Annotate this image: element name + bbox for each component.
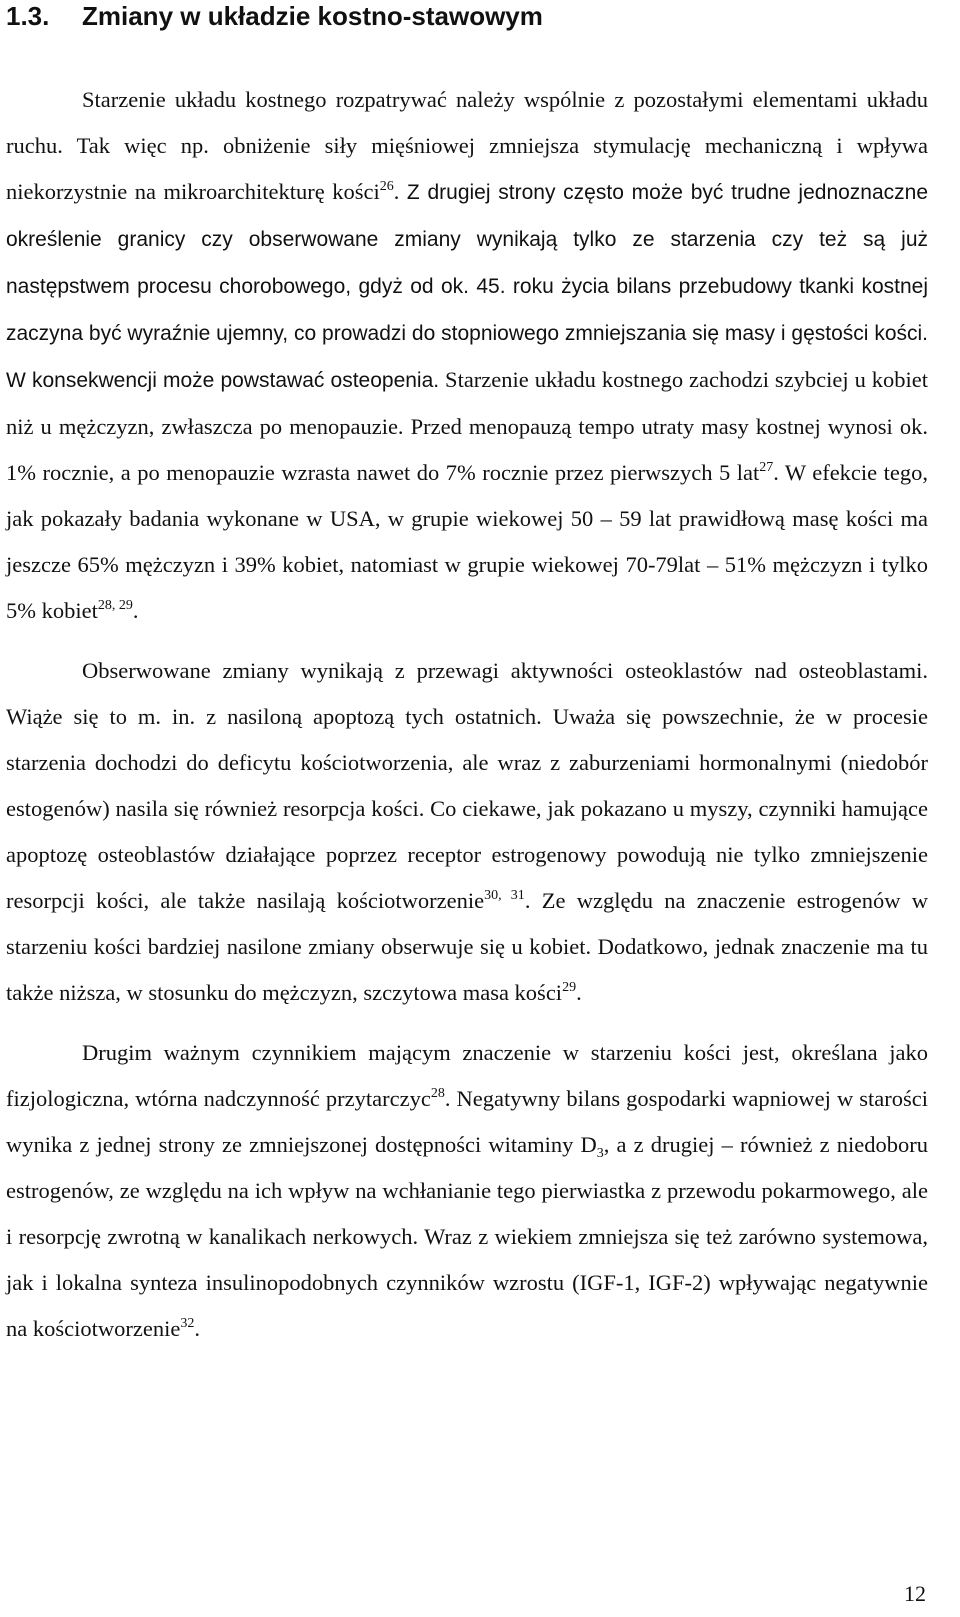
paragraph-text: Drugim ważnym czynnikiem mającym znaczenie w starzeniu kości jest, określana jako fizjologiczna, wtórna nadczynność przytarczyc [6, 1040, 928, 1111]
paragraph-text-sans: Z drugiej strony często może być trudne jednoznaczne określenie granicy czy obserwowane zmiany wynikają tylko ze starzenia czy też są już następstwem procesu chorobowego, gdyż od ok. 45. roku życia bilans przebudowy tkanki kostnej zaczyna być wyraźnie ujemny, co prowadzi do stopniowego zmniejszania się masy i gęstości kości. W konsekwencji może powstawać osteopenia. [6, 181, 929, 392]
page-number: 12 [904, 1581, 926, 1606]
paragraph-text: Starzenie układu kostnego zachodzi szybciej u kobiet niż u mężczyzn, zwłaszcza po menopauzie. Przed menopauzą tempo utraty masy kostnej wynosi ok. 1% rocznie, a po menopauzie wzrasta nawet do 7% rocznie przez pierwszych 5 lat [6, 367, 929, 485]
paragraph-2 [6, 648, 928, 1016]
subscript: 3 [596, 1146, 604, 1161]
paragraph-text: . [194, 1316, 200, 1341]
paragraph-text: Starzenie układu kostnego rozpatrywać należy wspólnie z pozostałymi elementami układu ruchu. Tak więc np. obniżenie siły mięśniowej zmniejsza stymulację mechaniczną i wpływa niekorzystnie na mikroarchitekturę kości [6, 87, 928, 204]
section-heading [6, 0, 928, 32]
section-number: 1.3. [6, 1, 50, 31]
paragraph-text: Obserwowane zmiany wynikają z przewagi aktywności osteoklastów nad osteoblastami. Wiąże się to m. in. z nasiloną apoptozą tych ostatnich. Uważa się powszechnie, że w procesie starzenia dochodzi do deficytu kościotworzenia, ale wraz z zaburzeniami hormonalnymi (niedobór estogenów) nasila się również resorpcja kości. Co ciekawe, jak pokazano u myszy, czynniki hamujące apoptozę osteoblastów działające poprzez receptor estrogenowy powodują nie tylko zmniejszenie resorpcji kości, ale także nasilają kościotworzenie [6, 658, 928, 913]
paragraph-text: . [132, 598, 139, 623]
footnote-ref: 29 [562, 980, 577, 995]
footnote-ref: 28, 29 [97, 598, 133, 613]
paragraph-text: . W efekcie tego, jak pokazały badania wykonane w USA, w grupie wiekowej 50 – 59 lat prawidłową masę kości ma jeszcze 65% mężczyzn i 39% kobiet, natomiast w grupie wiekowej 70-79lat – 51% mężczyzn i tylko 5% kobiet [6, 460, 928, 623]
paragraph-1 [6, 77, 928, 634]
footnote-ref: 32 [180, 1316, 195, 1331]
document-page [6, 0, 928, 1352]
footnote-ref: 30, 31 [484, 888, 525, 903]
footnote-ref: 28 [430, 1086, 445, 1101]
paragraph-text: . [576, 980, 582, 1005]
paragraph-text: . Ze względu na znaczenie estrogenów w starzeniu kości bardziej nasilone zmiany obserwuje się u kobiet. Dodatkowo, jednak znaczenie ma tu także niższa, w stosunku do mężczyzn, szczytowa masa kości [6, 888, 928, 1005]
paragraph-text: . [393, 179, 407, 204]
section-title: Zmiany w układzie kostno-stawowym [82, 1, 543, 31]
footnote-ref: 27 [759, 460, 774, 475]
paragraph-3 [6, 1030, 928, 1352]
footnote-ref: 26 [379, 179, 394, 194]
paragraph-text: , a z drugiej – również z niedoboru estrogenów, ze względu na ich wpływ na wchłanianie tego pierwiastka z przewodu pokarmowego, ale i resorpcję zwrotną w kanalikach nerkowych. Wraz z wiekiem zmniejsza się też zarówno systemowa, jak i lokalna synteza insulinopodobnych czynników wzrostu (IGF-1, IGF-2) wpływając negatywnie na kościotworzenie [6, 1132, 929, 1341]
paragraph-text: . Negatywny bilans gospodarki wapniowej w starości wynika z jednej strony ze zmniejszonej dostępności witaminy D [6, 1086, 929, 1157]
